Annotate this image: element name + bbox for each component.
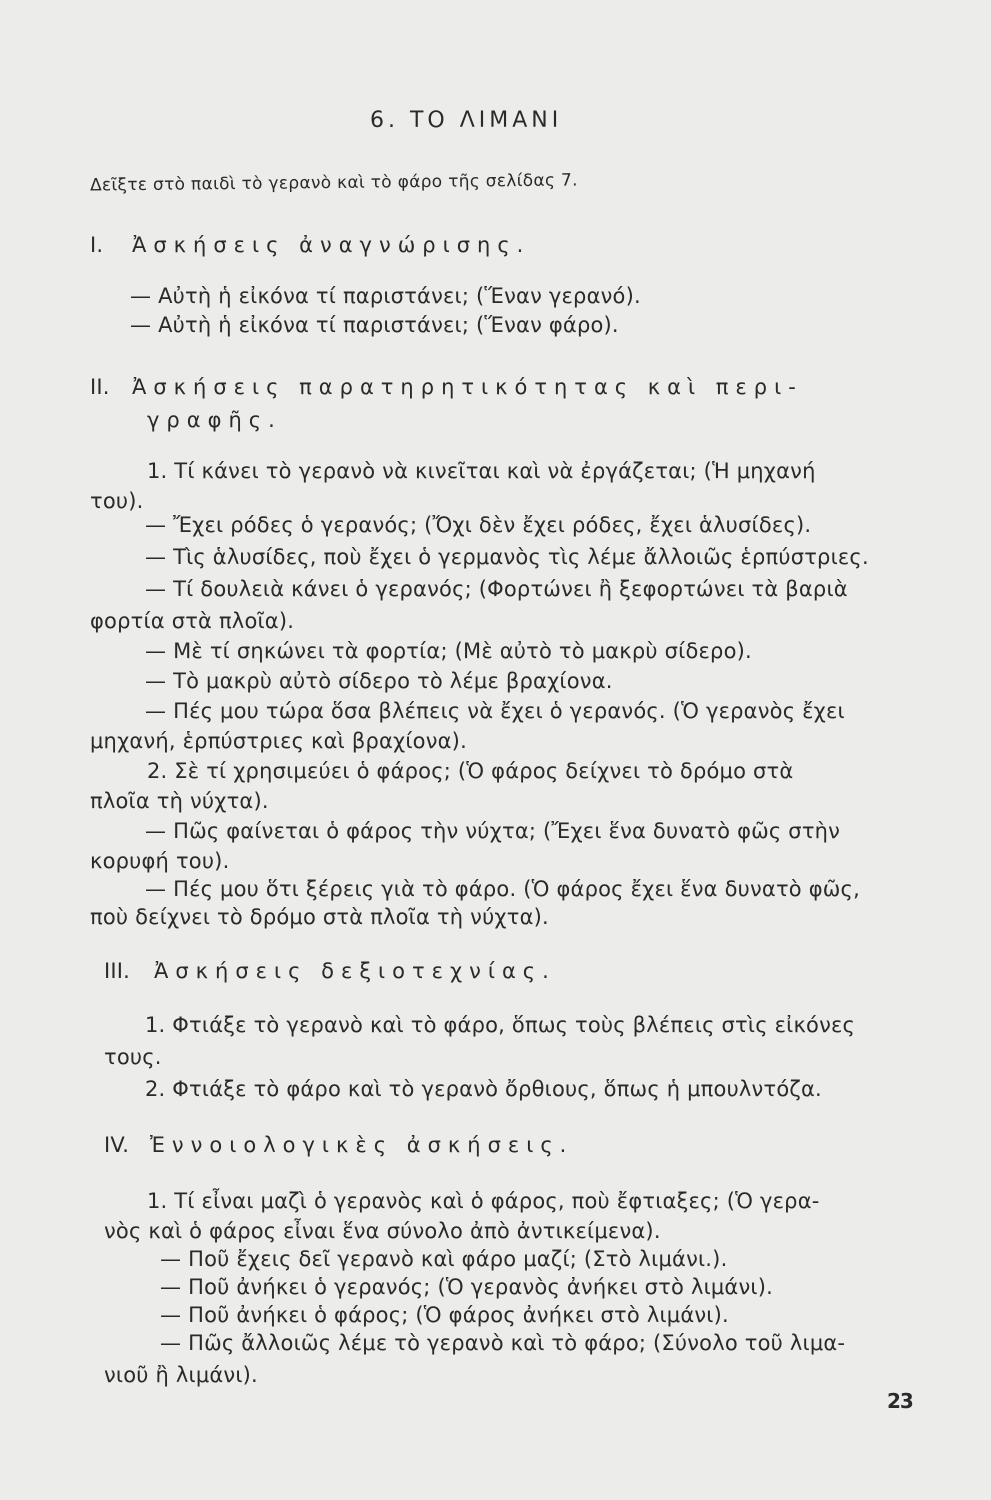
section-heading [90, 232, 530, 258]
section-title: Ἀσκήσεις δεξιοτεχνίας. [154, 959, 556, 983]
text-line: κορυφή του). [90, 849, 230, 873]
text-line: — Τί δουλειὰ κάνει ὁ γερανός; (Φορτώνει ἢ ξεφορτώνει τὰ βαριὰ [145, 577, 848, 601]
text-line: — Ἔχει ρόδες ὁ γερανός; (Ὄχι δὲν ἔχει ρόδες, ἔχει ἁλυσίδες). [145, 513, 812, 537]
text-line: — Τὶς ἁλυσίδες, ποὺ ἔχει ὁ γερμανὸς τὶς λέμε ἄλλοιῶς ἑρπύστριες. [145, 545, 869, 569]
text-line: 1. Φτιάξε τὸ γερανὸ καὶ τὸ φάρο, ὅπως τοὺς βλέπεις στὶς εἰκόνες [145, 1013, 856, 1037]
text-line: — Μὲ τί σηκώνει τὰ φορτία; (Μὲ αὐτὸ τὸ μακρὺ σίδερο). [145, 639, 752, 663]
text-line: ποὺ δείχνει τὸ δρόμο στὰ πλοῖα τὴ νύχτα). [90, 905, 549, 929]
text-line: — Πῶς φαίνεται ὁ φάρος τὴν νύχτα; (Ἔχει ἕνα δυνατὸ φῶς στὴν [145, 819, 841, 843]
text-line: 2. Φτιάξε τὸ φάρο καὶ τὸ γερανὸ ὄρθιους, ὅπως ἡ μπουλντόζα. [145, 1077, 822, 1101]
text-line: — Πές μου τώρα ὅσα βλέπεις νὰ ἔχει ὁ γερανός. (Ὁ γερανὸς ἔχει [145, 699, 845, 723]
section-heading [104, 958, 556, 984]
section-heading [90, 374, 803, 400]
text-line: — Πῶς ἄλλοιῶς λέμε τὸ γερανὸ καὶ τὸ φάρο; (Σύνολο τοῦ λιμα- [160, 1331, 846, 1355]
text-line: 2. Σὲ τί χρησιμεύει ὁ φάρος; (Ὁ φάρος δείχνει τὸ δρόμο στὰ [147, 759, 794, 783]
section-title: Ἀσκήσεις ἀναγνώρισης. [132, 233, 531, 257]
section-number: I. [90, 233, 104, 257]
text-line: τους. [104, 1045, 162, 1069]
page-title: 6. ΤΟ ΛΙΜΑΝΙ [370, 108, 563, 133]
text-line: φορτία στὰ πλοῖα). [90, 609, 295, 633]
section-title: Ἀσκήσεις παρατηρητικότητας καὶ περι- [132, 375, 803, 399]
page-number: 23 [887, 1389, 913, 1413]
intro-instruction: Δεῖξτε στὸ παιδὶ τὸ γερανὸ καὶ τὸ φάρο τῆς σελίδας 7. [89, 170, 578, 196]
text-line: — Τὸ μακρὺ αὐτὸ σίδερο τὸ λέμε βραχίονα. [145, 669, 613, 693]
text-line: — Αὐτὴ ἡ εἰκόνα τί παριστάνει; (Ἕναν γερανό). [130, 284, 641, 308]
text-line: 1. Τί εἶναι μαζὶ ὁ γερανὸς καὶ ὁ φάρος, ποὺ ἔφτιαξες; (Ὁ γερα- [147, 1189, 820, 1213]
text-line: — Ποῦ ἀνήκει ὁ γερανός; (Ὁ γερανὸς ἀνήκει στὸ λιμάνι). [160, 1275, 773, 1299]
section-title-continued: γραφῆς. [147, 408, 282, 432]
section-title: Ἐννοιολογικὲς ἀσκήσεις. [150, 1133, 574, 1157]
text-line: — Ποῦ ἔχεις δεῖ γερανὸ καὶ φάρο μαζί; (Στὸ λιμάνι.). [160, 1247, 728, 1271]
section-number: II. [90, 375, 110, 399]
section-number: IV. [104, 1133, 130, 1157]
text-line: — Ποῦ ἀνήκει ὁ φάρος; (Ὁ φάρος ἀνήκει στὸ λιμάνι). [160, 1303, 729, 1327]
text-line: πλοῖα τὴ νύχτα). [90, 789, 269, 813]
text-line: — Αὐτὴ ἡ εἰκόνα τί παριστάνει; (Ἕναν φάρο). [130, 313, 619, 337]
text-line: — Πές μου ὅτι ξέρεις γιὰ τὸ φάρο. (Ὁ φάρος ἔχει ἕνα δυνατὸ φῶς, [145, 877, 860, 901]
text-line: 1. Τί κάνει τὸ γερανὸ νὰ κινεῖται καὶ νὰ ἐργάζεται; (Ἡ μηχανή [147, 459, 816, 483]
section-heading [104, 1132, 573, 1158]
text-line: του). [90, 489, 144, 513]
section-number: III. [104, 959, 131, 983]
text-line: νὸς καὶ ὁ φάρος εἶναι ἕνα σύνολο ἀπὸ ἀντικείμενα). [104, 1219, 661, 1243]
text-line: μηχανή, ἑρπύστριες καὶ βραχίονα). [90, 729, 467, 753]
text-line: νιοῦ ἢ λιμάνι). [104, 1363, 258, 1387]
